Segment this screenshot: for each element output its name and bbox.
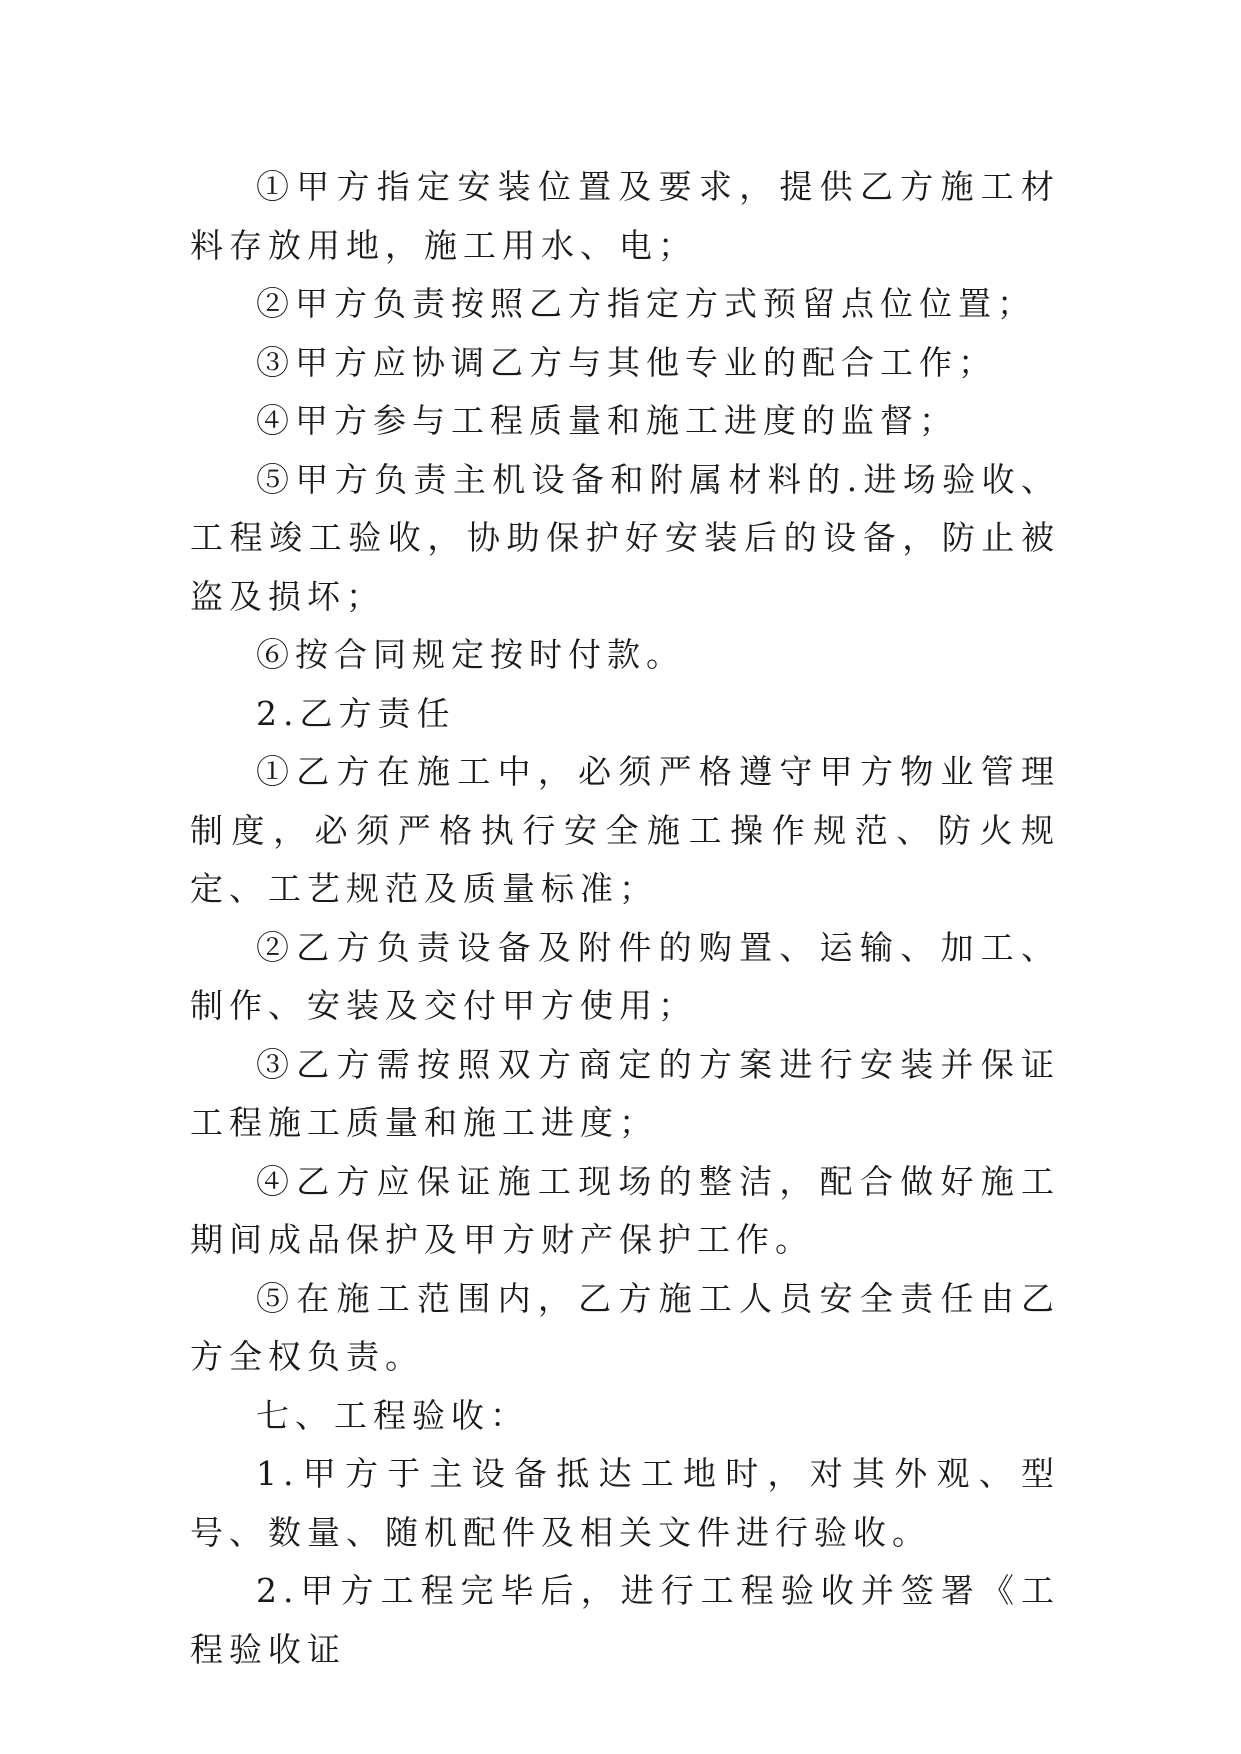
paragraph-party-a-item-1: ①甲方指定安装位置及要求，提供乙方施工材料存放用地，施工用水、电； — [190, 167, 1060, 265]
document-body — [190, 158, 1060, 1679]
paragraph-party-b-item-4: ④乙方应保证施工现场的整洁，配合做好施工期间成品保护及甲方财产保护工作。 — [190, 1161, 1060, 1259]
section-heading-acceptance: 七、工程验收： — [256, 1395, 529, 1435]
paragraph-acceptance-item-1: 1.甲方于主设备抵达工地时，对其外观、型号、数量、随机配件及相关文件进行验收。 — [190, 1454, 1060, 1552]
paragraph-party-b-item-2: ②乙方负责设备及附件的购置、运输、加工、制作、安装及交付甲方使用； — [190, 927, 1060, 1025]
paragraph-party-a-item-6: ⑥按合同规定按时付款。 — [256, 635, 685, 674]
paragraph-party-a-item-3: ③甲方应协调乙方与其他专业的配合工作； — [256, 342, 997, 382]
paragraph-party-a-item-2: ②甲方负责按照乙方指定方式预留点位位置； — [256, 284, 1036, 323]
paragraph-party-b-item-1: ①乙方在施工中，必须严格遵守甲方物业管理制度，必须严格执行安全施工操作规范、防火规定、工艺规范及质量标准； — [190, 752, 1060, 908]
paragraph-party-b-item-5: ⑤在施工范围内，乙方施工人员安全责任由乙方全权负责。 — [190, 1278, 1060, 1376]
paragraph-party-b-item-3: ③乙方需按照双方商定的方案进行安装并保证工程施工质量和施工进度； — [190, 1044, 1060, 1142]
paragraph-party-a-item-5: ⑤甲方负责主机设备和附属材料的.进场验收、工程竣工验收，协助保护好安装后的设备，防止被盗及损坏； — [190, 459, 1060, 616]
paragraph-party-a-item-4: ④甲方参与工程质量和施工进度的监督； — [256, 401, 958, 440]
section-heading-party-b: 2.乙方责任 — [256, 693, 456, 733]
paragraph-acceptance-item-2: 2.甲方工程完毕后，进行工程验收并签署《工程验收证 — [190, 1571, 1060, 1669]
